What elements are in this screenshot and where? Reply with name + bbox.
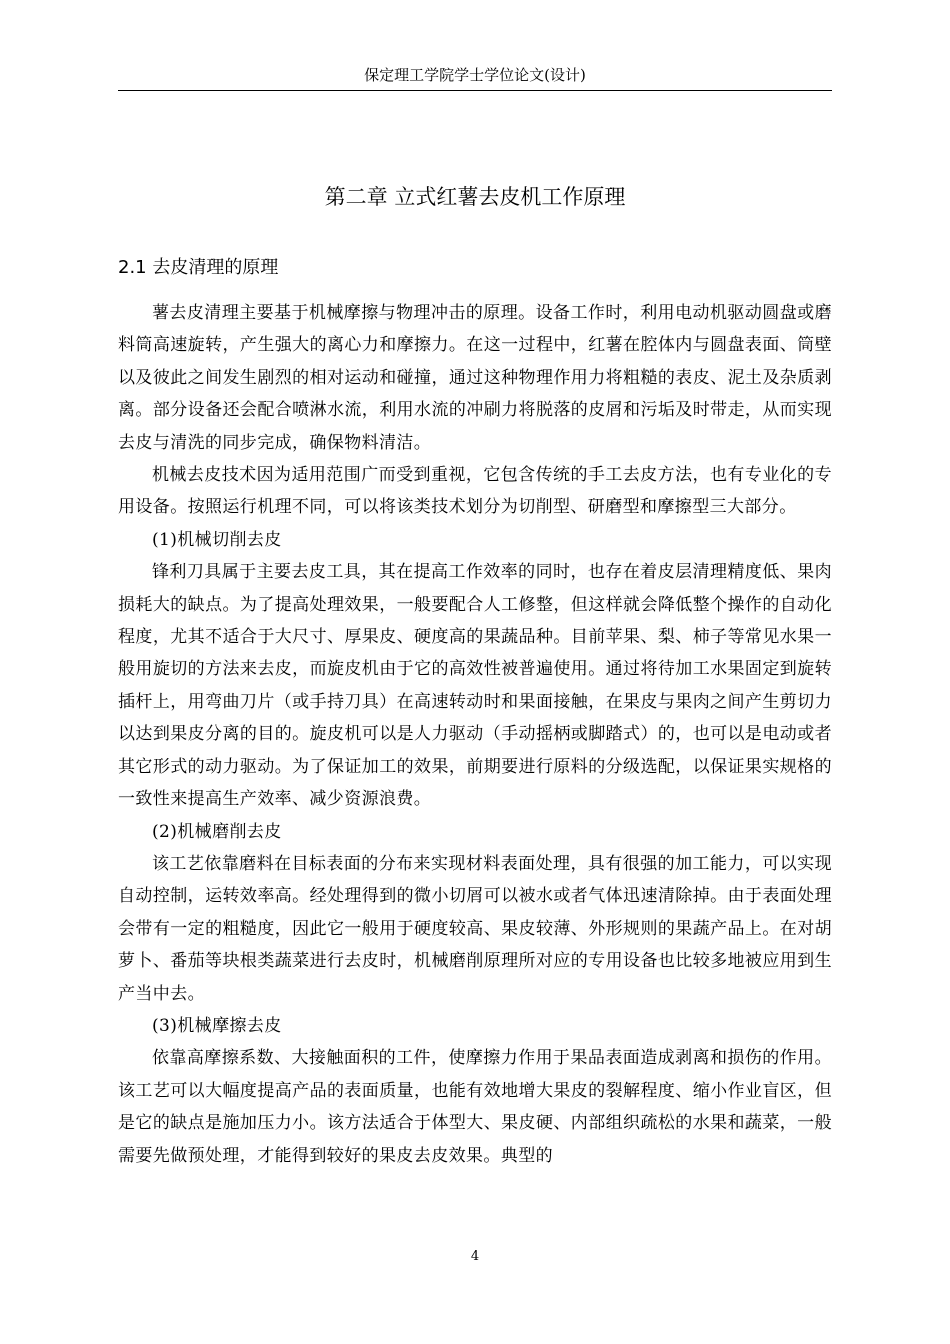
paragraph-cutting: 锋利刀具属于主要去皮工具，其在提高工作效率的同时，也存在着皮层清理精度低、果肉损耗大的缺点。为了提高处理效果，一般要配合人工修整，但这样就会降低整个操作的自动化程度，尤其不适合于大尺寸、厚果皮、硬度高的果蔬品种。目前苹果、梨、柿子等常见水果一般用旋切的方法来去皮，而旋皮机由于它的高效性被普遍使用。通过将待加工水果固定到旋转插杆上，用弯曲刀片（或手持刀具）在高速转动时和果面接触，在果皮与果肉之间产生剪切力以达到果皮分离的目的。旋皮机可以是人力驱动（手动摇柄或脚踏式）的，也可以是电动或者其它形式的动力驱动。为了保证加工的效果，前期要进行原料的分级选配，以保证果实规格的一致性来提高生产效率、减少资源浪费。 (118, 562, 832, 810)
subheading-friction: (3)机械摩擦去皮 (152, 1015, 282, 1036)
paragraph-classification: 机械去皮技术因为适用范围广而受到重视，它包含传统的手工去皮方法，也有专业化的专用设备。按照运行机理不同，可以将该类技术划分为切削型、研磨型和摩擦型三大部分。 (118, 465, 832, 518)
page-number: 4 (470, 1249, 480, 1264)
page-header: 保定理工学院学士学位论文(设计) (364, 66, 586, 84)
paragraph-principle: 薯去皮清理主要基于机械摩擦与物理冲击的原理。设备工作时，利用电动机驱动圆盘或磨料筒高速旋转，产生强大的离心力和摩擦力。在这一过程中，红薯在腔体内与圆盘表面、筒壁以及彼此之间发生剧烈的相对运动和碰撞，通过这种物理作用力将粗糙的表皮、泥土及杂质剥离。部分设备还会配合喷淋水流，利用水流的冲刷力将脱落的皮屑和污垢及时带走，从而实现去皮与清洗的同步完成，确保物料清洁。 (118, 303, 832, 453)
paragraph-friction: 依靠高摩擦系数、大接触面积的工件，使摩擦力作用于果品表面造成剥离和损伤的作用。该工艺可以大幅度提高产品的表面质量，也能有效地增大果皮的裂解程度、缩小作业盲区，但是它的缺点是施加压力小。该方法适合于体型大、果皮硬、内部组织疏松的水果和蔬菜，一般需要先做预处理，才能得到较好的果皮去皮效果。典型的 (118, 1048, 832, 1166)
subheading-cutting: (1)机械切削去皮 (152, 529, 282, 550)
subheading-grinding: (2)机械磨削去皮 (152, 821, 282, 842)
paragraph-grinding: 该工艺依靠磨料在目标表面的分布来实现材料表面处理，具有很强的加工能力，可以实现自动控制，运转效率高。经处理得到的微小切屑可以被水或者气体迅速清除掉。由于表面处理会带有一定的粗糙度，因此它一般用于硬度较高、果皮较薄、外形规则的果蔬产品上。在对胡萝卜、番茄等块根类蔬菜进行去皮时，机械磨削原理所对应的专用设备也比较多地被应用到生产当中去。 (118, 853, 832, 1004)
chapter-title: 第二章 立式红薯去皮机工作原理 (324, 185, 626, 209)
header-divider (118, 90, 832, 91)
body-text (118, 297, 832, 1172)
section-title: 2.1 去皮清理的原理 (118, 257, 279, 278)
